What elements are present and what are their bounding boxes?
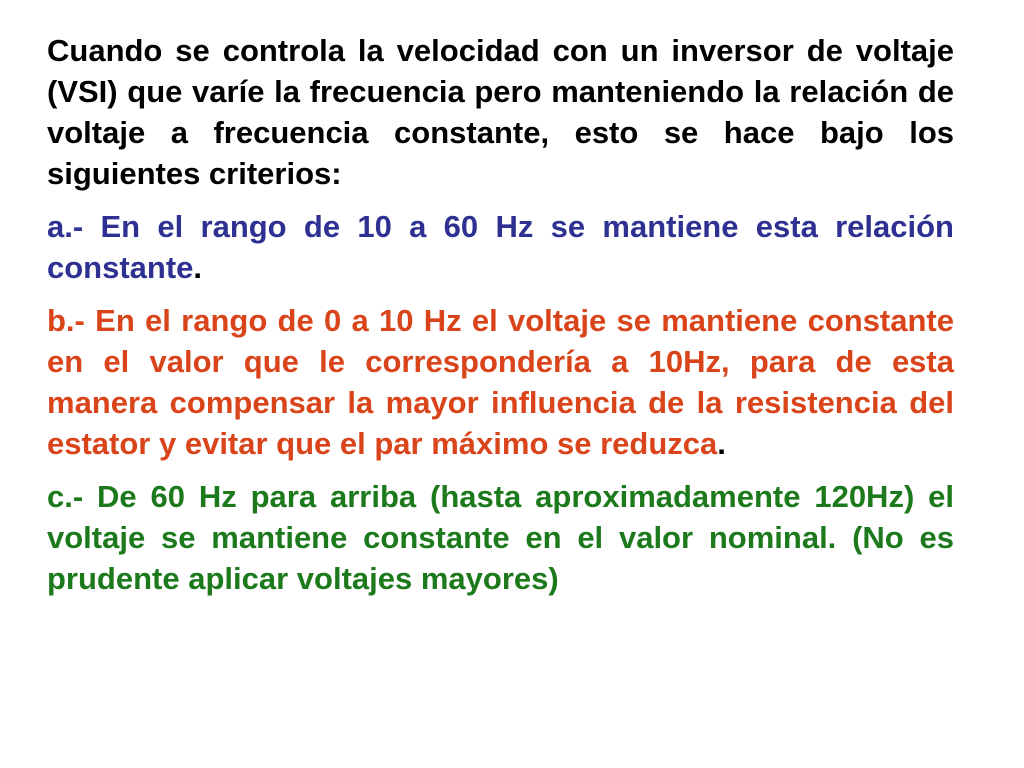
criterion-b-text: b.- En el rango de 0 a 10 Hz el voltaje se mantiene constante en el valor que le correspondería a 10Hz, para de esta manera compensar la mayor influencia de la resistencia del estator y evitar que el par máximo se reduzca (47, 303, 954, 461)
criterion-b-paragraph (47, 300, 954, 464)
criterion-b-period: . (717, 426, 726, 461)
criterion-a-text: a.- En el rango de 10 a 60 Hz se mantiene esta relación constante (47, 209, 954, 285)
criterion-a-period: . (193, 250, 203, 285)
criterion-a-paragraph (47, 206, 954, 288)
intro-paragraph (47, 30, 954, 194)
criterion-c-paragraph (47, 476, 954, 599)
criterion-c-text: c.- De 60 Hz para arriba (hasta aproximadamente 120Hz) el voltaje se mantiene constante en el valor nominal. (No es prudente aplicar voltajes mayores) (47, 479, 954, 596)
intro-text: Cuando se controla la velocidad con un inversor de voltaje (VSI) que varíe la frecuencia pero manteniendo la relación de voltaje a frecuencia constante, esto se hace bajo los siguientes criterios: (47, 33, 954, 191)
